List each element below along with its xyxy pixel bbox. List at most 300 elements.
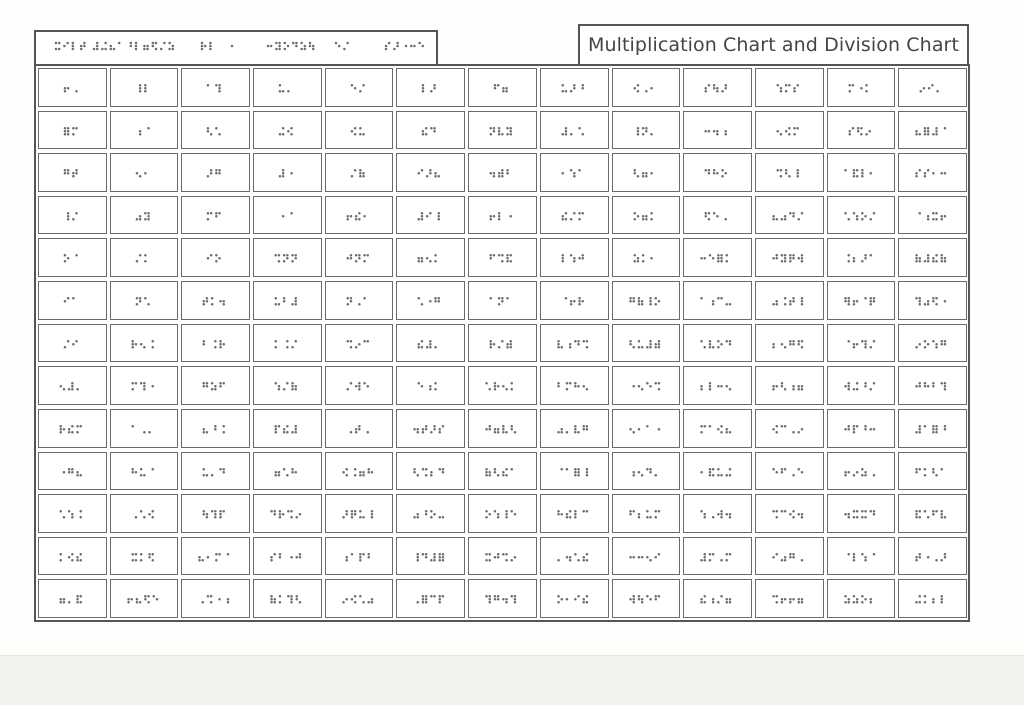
braille-dot: [215, 559, 218, 562]
braille-dot: [104, 42, 107, 45]
braille-dot: [147, 595, 150, 598]
braille-dot: [713, 169, 716, 172]
braille-dot: [296, 595, 299, 598]
braille-dot: [144, 261, 147, 264]
braille-dot: [924, 130, 927, 133]
braille-dot: [220, 382, 223, 385]
braille-dot: [797, 340, 800, 343]
braille-dot: [151, 516, 154, 519]
braille-dot: [856, 388, 859, 391]
table-cell: [253, 324, 322, 363]
braille-dot: [422, 428, 425, 431]
braille-dot: [864, 346, 867, 349]
cell-braille: [828, 282, 896, 320]
braille-dot: [872, 553, 875, 556]
braille-dot: [359, 175, 362, 178]
braille-dot: [134, 559, 137, 562]
braille-dot: [425, 598, 428, 601]
braille-dot: [577, 431, 580, 434]
braille-dot: [709, 343, 712, 346]
braille-dot: [632, 297, 635, 300]
braille-dot: [919, 261, 922, 264]
cell-braille: [899, 112, 967, 150]
braille-dot: [438, 215, 441, 218]
braille-dot: [569, 382, 572, 385]
table-cell: [540, 68, 609, 107]
braille-dot: [847, 598, 850, 601]
cell-braille: [111, 154, 179, 192]
braille-dot: [781, 601, 784, 604]
braille-dot: [586, 510, 589, 513]
braille-dot: [927, 556, 930, 559]
braille-dot: [227, 553, 230, 556]
braille-dot: [63, 516, 66, 519]
braille-dot: [358, 382, 361, 385]
braille-dot: [721, 510, 724, 513]
braille-dot: [932, 431, 935, 434]
braille-dot: [641, 127, 644, 130]
braille-dot: [557, 601, 560, 604]
braille-dot: [414, 471, 417, 474]
braille-dot: [701, 510, 704, 513]
braille-dot: [781, 343, 784, 346]
braille-dot: [847, 300, 850, 303]
braille-dot: [566, 468, 569, 471]
braille-dot: [649, 300, 652, 303]
braille-dot: [199, 556, 202, 559]
braille-dot: [80, 45, 83, 48]
cell-braille: [39, 580, 107, 618]
braille-dot: [729, 553, 732, 556]
cell-braille: [613, 580, 681, 618]
cell-braille: [326, 112, 394, 150]
braille-dot: [210, 255, 213, 257]
braille-dot: [405, 45, 408, 48]
braille-dot: [426, 346, 429, 349]
table-cell: [898, 111, 967, 150]
cell-braille: [254, 367, 322, 405]
braille-dot: [68, 471, 71, 474]
braille-dot: [431, 559, 434, 562]
braille-dot: [59, 428, 62, 431]
braille-dot: [135, 261, 138, 264]
braille-dot: [657, 382, 660, 385]
braille-dot: [927, 133, 930, 136]
cell-braille: [182, 495, 250, 533]
braille-dot: [291, 468, 294, 471]
braille-dot: [637, 598, 640, 601]
table-cell: [683, 494, 752, 533]
braille-dot: [278, 425, 281, 428]
braille-dot: [932, 133, 935, 136]
braille-dot: [704, 258, 707, 261]
braille-dot: [290, 133, 293, 136]
braille-dot: [861, 212, 864, 215]
braille-dot: [797, 468, 800, 471]
table-cell: [253, 111, 322, 150]
braille-dot: [172, 48, 175, 51]
braille-dot: [869, 510, 872, 513]
cell-braille: [756, 154, 824, 192]
braille-dot: [295, 297, 298, 300]
braille-dot: [425, 556, 428, 559]
braille-dot: [422, 130, 425, 133]
braille-dot: [789, 556, 792, 559]
braille-dot: [796, 172, 799, 175]
braille-dot: [201, 48, 204, 51]
braille-dot: [511, 595, 514, 598]
braille-dot: [494, 468, 497, 471]
table-cell: [110, 409, 179, 448]
table-cell: [110, 494, 179, 533]
braille-dot: [72, 133, 75, 136]
braille-dot: [63, 388, 66, 391]
braille-dot: [566, 431, 569, 434]
braille-dot: [144, 84, 147, 87]
braille-dot: [944, 258, 947, 261]
braille-dot: [425, 553, 428, 556]
braille-dot: [729, 598, 732, 601]
braille-dot: [792, 258, 795, 261]
braille-dot: [919, 212, 922, 215]
cell-braille: [541, 325, 609, 363]
braille-dot: [442, 553, 445, 556]
braille-dot: [936, 297, 939, 300]
title-tab: [578, 24, 969, 64]
braille-dot: [497, 553, 500, 556]
cell-braille: [111, 367, 179, 405]
table-cell: [396, 537, 465, 576]
braille-dot: [350, 598, 353, 601]
braille-dot: [358, 212, 361, 215]
braille-dot: [359, 516, 362, 519]
braille-dot: [425, 595, 428, 598]
braille-dot: [223, 471, 226, 474]
table-cell: [253, 409, 322, 448]
braille-dot: [350, 513, 353, 516]
braille-dot: [864, 428, 867, 431]
braille-dot: [569, 556, 572, 559]
braille-dot: [581, 255, 584, 257]
braille-dot: [936, 343, 939, 346]
table-cell: [38, 111, 107, 150]
braille-dot: [430, 300, 433, 303]
table-cell: [325, 324, 394, 363]
braille-dot: [857, 130, 860, 133]
braille-dot: [283, 297, 286, 300]
braille-dot: [152, 45, 155, 48]
braille-dot: [632, 556, 635, 559]
braille-dot: [290, 595, 293, 598]
braille-dot: [439, 428, 442, 431]
braille-dot: [144, 255, 147, 257]
braille-dot: [72, 45, 75, 48]
braille-dot: [223, 300, 226, 303]
braille-dot: [919, 425, 922, 428]
braille-dot: [131, 471, 134, 474]
braille-dot: [852, 346, 855, 349]
braille-dot: [130, 42, 133, 45]
braille-dot: [924, 172, 927, 175]
braille-dot: [573, 212, 576, 215]
braille-dot: [355, 261, 358, 264]
braille-dot: [494, 388, 497, 391]
braille-dot: [646, 346, 649, 349]
braille-dot: [641, 133, 644, 136]
braille-dot: [944, 215, 947, 218]
braille-dot: [709, 471, 712, 474]
cell-braille: [397, 325, 465, 363]
braille-dot: [861, 468, 864, 471]
braille-dot: [299, 556, 302, 559]
braille-dot: [944, 340, 947, 343]
braille-dot: [781, 255, 784, 257]
braille-dot: [350, 510, 353, 513]
braille-dot: [366, 255, 369, 257]
table-cell: [325, 452, 394, 491]
braille-dot: [708, 212, 711, 215]
braille-dot: [645, 218, 648, 221]
braille-dot: [418, 297, 421, 300]
cell-braille: [684, 282, 752, 320]
braille-dot: [709, 468, 712, 471]
braille-dot: [650, 172, 653, 175]
braille-dot: [80, 48, 83, 51]
braille-dot: [721, 559, 724, 562]
braille-dot: [932, 300, 935, 303]
braille-dot: [358, 255, 361, 257]
table-cell: [612, 111, 681, 150]
braille-dot: [869, 388, 872, 391]
cell-braille: [828, 112, 896, 150]
braille-dot: [725, 218, 728, 221]
braille-dot: [633, 212, 636, 215]
braille-dot: [421, 218, 424, 221]
cell-braille: [182, 282, 250, 320]
braille-dot: [346, 42, 349, 45]
braille-dot: [941, 255, 944, 257]
braille-dot: [636, 130, 639, 133]
braille-dot: [283, 300, 286, 303]
braille-dot: [574, 428, 577, 431]
cell-braille: [899, 69, 967, 107]
braille-dot: [67, 172, 70, 175]
braille-dot: [869, 218, 872, 221]
cell-braille: [469, 580, 537, 618]
braille-dot: [932, 425, 935, 428]
cell-braille: [111, 453, 179, 491]
braille-dot: [657, 510, 660, 513]
table-cell: [253, 196, 322, 235]
braille-dot: [490, 340, 493, 343]
braille-dot: [713, 212, 716, 215]
braille-dot: [704, 516, 707, 519]
braille-dot: [927, 258, 930, 261]
braille-dot: [574, 431, 577, 434]
braille-dot: [712, 300, 715, 303]
braille-dot: [561, 255, 564, 257]
braille-dot: [362, 471, 365, 474]
braille-dot: [792, 297, 795, 300]
cell-braille: [397, 367, 465, 405]
braille-dot: [215, 212, 218, 215]
braille-dot: [636, 127, 639, 130]
braille-dot: [650, 133, 653, 136]
braille-dot: [861, 474, 864, 477]
braille-dot: [649, 385, 652, 388]
braille-dot: [574, 474, 577, 477]
braille-dot: [282, 90, 285, 93]
braille-dot: [291, 382, 294, 385]
braille-dot: [784, 255, 787, 257]
braille-dot: [569, 510, 572, 513]
table-cell: [468, 366, 537, 405]
braille-dot: [421, 261, 424, 264]
cell-braille: [397, 69, 465, 107]
braille-dot: [72, 127, 75, 130]
braille-dot: [941, 218, 944, 221]
braille-dot: [924, 133, 927, 136]
braille-dot: [64, 300, 67, 303]
braille-dot: [431, 471, 434, 474]
braille-dot: [852, 212, 855, 215]
cell-braille: [828, 410, 896, 448]
cell-braille: [828, 325, 896, 363]
cell-braille: [684, 112, 752, 150]
braille-dot: [201, 45, 204, 48]
braille-dot: [385, 45, 388, 48]
braille-dot: [282, 513, 285, 516]
braille-dot: [788, 127, 791, 130]
braille-dot: [286, 258, 289, 261]
braille-dot: [645, 175, 648, 178]
braille-dot: [510, 127, 513, 130]
braille-dot: [944, 127, 947, 130]
braille-dot: [561, 261, 564, 264]
table-cell: [38, 238, 107, 277]
braille-dot: [346, 303, 349, 306]
braille-dot: [781, 382, 784, 385]
braille-dot: [772, 510, 775, 513]
braille-dot: [573, 172, 576, 175]
table-cell: [325, 68, 394, 107]
braille-dot: [586, 428, 589, 431]
braille-dot: [561, 84, 564, 87]
braille-dot: [140, 382, 143, 385]
table-cell: [755, 281, 824, 320]
table-cell: [325, 111, 394, 150]
braille-dot: [916, 297, 919, 300]
braille-dot: [96, 45, 99, 48]
braille-dot: [430, 172, 433, 175]
braille-dot: [418, 346, 421, 349]
braille-dot: [490, 133, 493, 136]
braille-dot: [434, 559, 437, 562]
braille-dot: [206, 431, 209, 434]
braille-dot: [847, 553, 850, 556]
braille-dot: [206, 513, 209, 516]
braille-dot: [919, 595, 922, 598]
braille-dot: [924, 382, 927, 385]
table-cell: [110, 111, 179, 150]
braille-dot: [203, 303, 206, 306]
braille-dot: [864, 382, 867, 385]
braille-dot: [59, 431, 62, 434]
cell-braille: [684, 367, 752, 405]
braille-dot: [505, 553, 508, 556]
cell-braille: [541, 410, 609, 448]
cell-braille: [541, 453, 609, 491]
braille-dot: [431, 431, 434, 434]
braille-dot: [924, 127, 927, 130]
braille-dot: [203, 385, 206, 388]
table-cell: [540, 238, 609, 277]
braille-dot: [772, 346, 775, 349]
braille-dot: [861, 172, 864, 175]
braille-dot: [872, 297, 875, 300]
braille-dot: [279, 601, 282, 604]
braille-dot: [852, 261, 855, 264]
cell-braille: [397, 410, 465, 448]
braille-dot: [872, 340, 875, 343]
braille-dot: [573, 84, 576, 87]
braille-dot: [354, 513, 357, 516]
braille-dot: [414, 468, 417, 471]
braille-dot: [717, 340, 720, 343]
braille-dot: [485, 559, 488, 562]
braille-dot: [494, 385, 497, 388]
cell-braille: [899, 282, 967, 320]
braille-dot: [557, 385, 560, 388]
braille-dot: [79, 425, 82, 428]
cell-braille: [541, 69, 609, 107]
braille-dot: [346, 297, 349, 300]
braille-dot: [789, 212, 792, 215]
braille-dot: [349, 258, 352, 261]
braille-dot: [844, 474, 847, 477]
cell-braille: [326, 580, 394, 618]
braille-dot: [851, 127, 854, 130]
braille-dot: [414, 428, 417, 431]
table-cell: [755, 452, 824, 491]
braille-dot: [864, 556, 867, 559]
braille-dot: [434, 595, 437, 598]
braille-dot: [941, 340, 944, 343]
table-cell: [898, 196, 967, 235]
braille-dot: [282, 175, 285, 178]
braille-dot: [148, 431, 151, 434]
braille-dot: [514, 556, 517, 559]
braille-dot: [67, 87, 70, 90]
braille-dot: [497, 595, 500, 598]
table-cell: [325, 494, 394, 533]
braille-dot: [506, 127, 509, 130]
braille-dot: [632, 595, 635, 598]
braille-dot: [726, 598, 729, 601]
cell-braille: [756, 69, 824, 107]
braille-dot: [131, 559, 134, 562]
table-cell: [683, 238, 752, 277]
braille-dot: [582, 510, 585, 513]
braille-dot: [435, 382, 438, 385]
braille-dot: [489, 428, 492, 431]
braille-dot: [932, 468, 935, 471]
braille-dot: [203, 300, 206, 303]
braille-dot: [485, 382, 488, 385]
braille-dot: [792, 388, 795, 391]
braille-dot: [511, 510, 514, 513]
braille-dot: [856, 382, 859, 385]
